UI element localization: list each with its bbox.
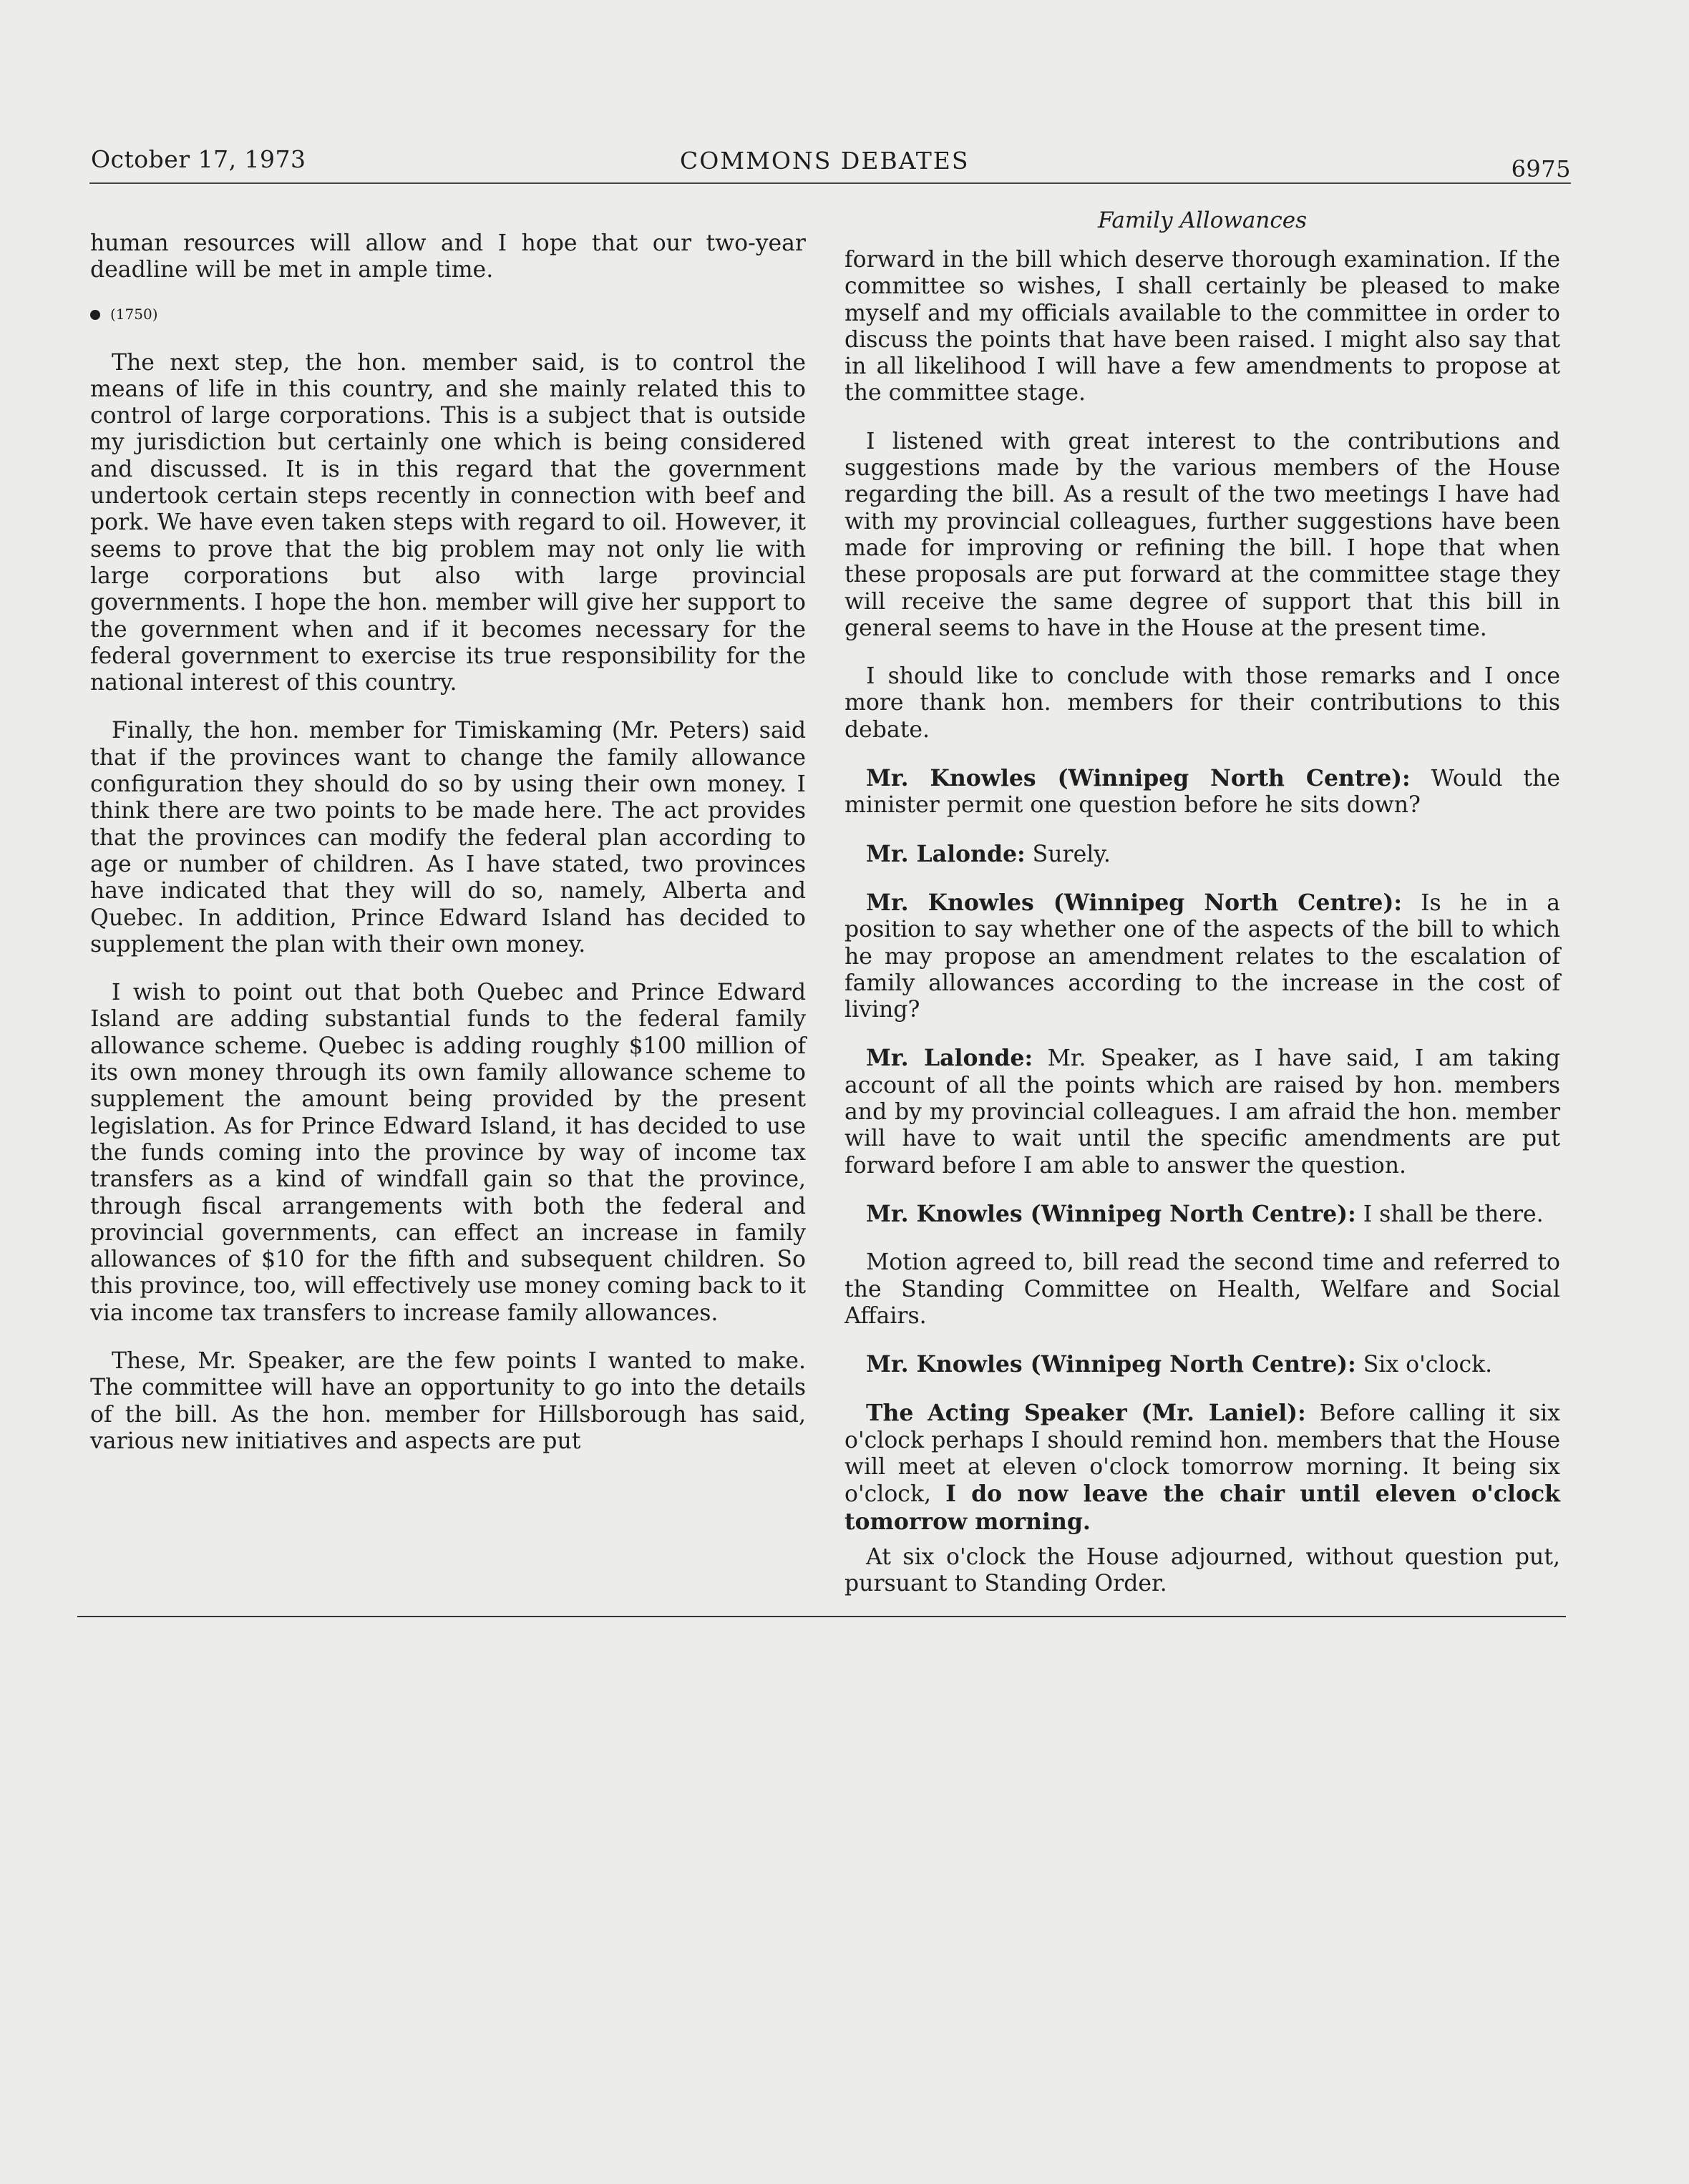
time-marker	[90, 306, 806, 323]
speech-emphasis: I do now leave the chair until eleven o'clock tomorrow morning.	[844, 1481, 1560, 1535]
speaker-name: Mr. Lalonde:	[866, 1045, 1033, 1072]
speaker-name: Mr. Knowles (Winnipeg North Centre):	[866, 1351, 1356, 1378]
speech	[844, 1400, 1560, 1535]
paragraph: At six o'clock the House adjourned, without question put, pursuant to Standing Order.	[844, 1544, 1560, 1597]
left-column	[90, 230, 806, 1476]
speech-text: I shall be there.	[1363, 1201, 1544, 1227]
page-number: 6975	[1511, 155, 1571, 182]
speech	[844, 841, 1560, 868]
page-header	[89, 140, 1571, 184]
speaker-name: The Acting Speaker (Mr. Laniel):	[866, 1400, 1306, 1427]
speech-text: Is he in a position to say whether one of the aspects of the bill to which he may propose an amendment relates to the escalation of family allowances according to the increase in the cost of living?	[844, 889, 1561, 1023]
paragraph: forward in the bill which deserve thorough examination. If the committee so wishes, I shall certainly be pleased to make myself and my officials available to the committee in order to discuss the points that have been raised. I might also say that in all likelihood I will have a few amendments to propose at the committee stage.	[844, 247, 1560, 406]
paragraph: The next step, the hon. member said, is to control the means of life in this country, and she mainly related this to control of large corporations. This is a subject that is outside my jurisdiction but certainly one which is being considered and discussed. It is in this regard that the government undertook certain steps recently in connection with beef and pork. We have even taken steps with regard to oil. However, it seems to prove that the big problem may not only lie with large corporations but also with large provincial governments. I hope the hon. member will give her support to the government when and if it becomes necessary for the federal government to exercise its true responsibility for the national interest of this country.	[90, 349, 806, 696]
speech-text: Surely.	[1032, 841, 1111, 867]
header-title: COMMONS DEBATES	[680, 147, 970, 175]
speech	[844, 765, 1560, 819]
bullet-icon	[90, 310, 100, 320]
speech	[844, 1045, 1560, 1179]
header-date: October 17, 1973	[91, 145, 306, 173]
speaker-name: Mr. Knowles (Winnipeg North Centre):	[866, 765, 1411, 792]
speaker-name: Mr. Knowles (Winnipeg North Centre):	[866, 1200, 1356, 1227]
running-title: Family Allowances	[1098, 208, 1307, 233]
speech-text: Would the minister permit one question before he sits down?	[844, 766, 1560, 819]
speech-text: Before calling it six o'clock perhaps I should remind hon. members that the House will meet at eleven o'clock tomorrow morning. It being six o'clock,	[844, 1400, 1560, 1508]
paragraph: Finally, the hon. member for Timiskaming (Mr. Peters) said that if the provinces want to change the family allowance configuration they should do so by using their own money. I think there are two points to be made here. The act provides that the provinces can modify the federal plan according to age or number of children. As I have stated, two provinces have indicated that they will do so, namely, Alberta and Quebec. In addition, Prince Edward Island has decided to supplement the plan with their own money.	[90, 718, 806, 957]
right-column	[844, 247, 1560, 1619]
speech	[844, 1351, 1560, 1378]
paragraph: I listened with great interest to the contributions and suggestions made by the various members of the House regarding the bill. As a result of the two meetings I have had with my provincial colleagues, further suggestions have been made for improving or refining the bill. I hope that when these proposals are put forward at the committee stage they will receive the same degree of support that this bill in general seems to have in the House at the present time.	[844, 428, 1560, 641]
speech-text: Six o'clock.	[1363, 1352, 1493, 1378]
time-marker-text: (1750)	[110, 305, 158, 323]
speech	[844, 889, 1560, 1023]
paragraph: Motion agreed to, bill read the second time and referred to the Standing Committee on Health, Welfare and Social Affairs.	[844, 1249, 1560, 1329]
paragraph: I should like to conclude with those remarks and I once more thank hon. members for their contributions to this debate.	[844, 663, 1560, 743]
speech	[844, 1201, 1560, 1228]
paragraph: human resources will allow and I hope that our two-year deadline will be met in ample time.	[90, 230, 806, 283]
speaker-name: Mr. Lalonde:	[866, 840, 1026, 867]
footer-divider	[77, 1616, 1566, 1617]
speaker-name: Mr. Knowles (Winnipeg North Centre):	[866, 889, 1402, 916]
paragraph: I wish to point out that both Quebec and Prince Edward Island are adding substantial funds to the federal family allowance scheme. Quebec is adding roughly $100 million of its own money through its own family allowance scheme to supplement the amount being provided by the present legislation. As for Prince Edward Island, it has decided to use the funds coming into the province by way of income tax transfers as a kind of windfall gain so that the province, through fiscal arrangements with both the federal and provincial governments, can effect an increase in family allowances of $10 for the fifth and subsequent children. So this province, too, will effectively use money coming back to it via income tax transfers to increase family allowances.	[90, 980, 806, 1326]
paragraph: These, Mr. Speaker, are the few points I wanted to make. The committee will have an opportunity to go into the details of the bill. As the hon. member for Hillsborough has said, various new initiatives and aspects are put	[90, 1347, 806, 1454]
speech-text: Mr. Speaker, as I have said, I am taking account of all the points which are raised by hon. members and by my provincial colleagues. I am afraid the hon. member will have to wait until the specific amendments are put forward before I am able to answer the question.	[844, 1045, 1561, 1179]
